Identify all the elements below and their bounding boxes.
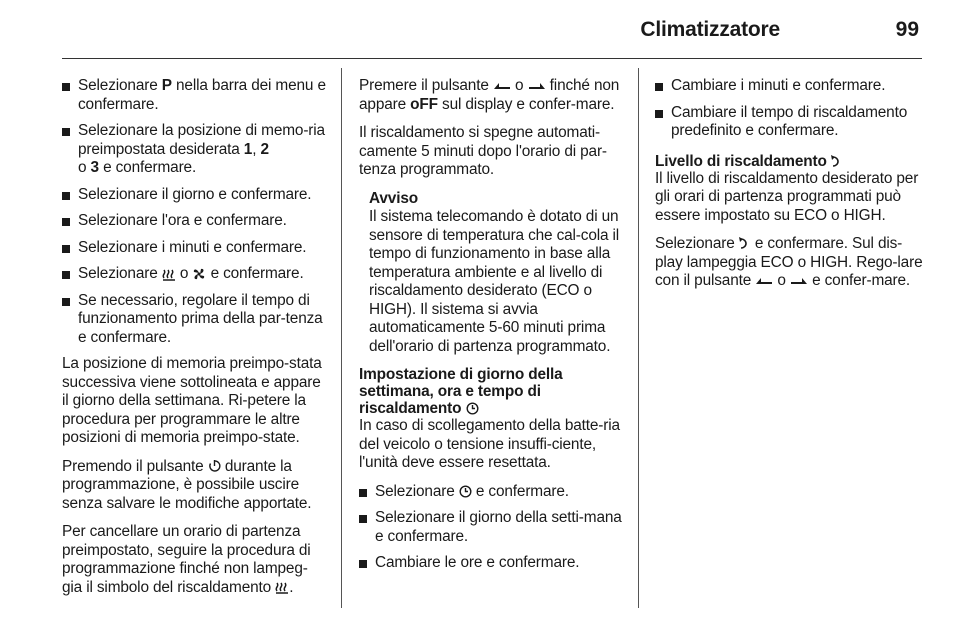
clock-icon [459,485,472,498]
paragraph: Per cancellare un orario di partenza preimpostato, seguire la procedura di programmazione finché non lampeg-gia il simbolo del riscaldamento . [62,523,311,596]
column-divider-2 [638,68,639,608]
heading-text: Impostazione di giorno della settimana, ora e tempo di riscaldamento [359,366,563,417]
paragraph [359,77,627,114]
text: Selezionare la posizione di memo-ria preimpostata desiderata [78,122,325,158]
column-1 [62,77,327,607]
column-3 [655,77,925,301]
text: , [252,140,261,158]
list-item [62,122,327,178]
bullet-icon [359,515,367,523]
paragraph: Il riscaldamento si spegne automati-camente 5 minuti dopo l'orario di par-tenza programmato. [359,124,607,178]
text: Selezionare [655,235,739,252]
text: e confermare. [206,265,304,282]
bullet-icon [62,83,70,91]
text: o [773,272,790,289]
text: Selezionare [375,482,459,500]
bullet-icon [62,128,70,136]
text: o [510,77,528,94]
text: Selezionare i minuti e confermare. [78,238,307,256]
list-item [655,77,925,96]
text: durante la programmazione, è possibile uscire senza salvare le modifiche apportate. [62,457,312,512]
paragraph [62,458,327,514]
list-item [359,483,627,502]
text: e confer-mare. [807,272,911,289]
heading-text: Livello di riscaldamento [655,152,827,170]
text: nella barra dei menu e confermare. [78,77,326,113]
curve-icon [739,237,751,250]
text: Selezionare l'ora e confermare. [78,212,287,229]
bullet-list [359,483,627,573]
bullet-icon [655,83,663,91]
right-arrow-button-icon [528,81,546,91]
bullet-icon [62,298,70,306]
paragraph: La posizione di memoria preimpo-stata successiva viene sottolineata e appare il giorno della settimana. Ri-petere la procedura per programmare le altre posizioni di memoria preimpo-state. [62,355,322,446]
heater-icon [275,580,289,594]
list-item [62,265,327,284]
left-arrow-button-icon [493,81,511,91]
bullet-icon [62,271,70,279]
text: Se necessario, regolare il tempo di funzionamento prima della par-tenza e confermare. [78,291,323,346]
display-text: oFF [410,95,438,113]
paragraph [655,235,925,291]
paragraph: Il livello di riscaldamento desiderato per gli orari di partenza programmati può essere impostato su ECO o HIGH. [655,169,919,224]
bullet-icon [655,110,663,118]
memory-number: 3 [90,159,99,176]
left-arrow-button-icon [755,276,773,286]
section-heading [655,153,925,170]
paragraph: In caso di scollegamento della batte-ria del veicolo o tensione insuffi-ciente, l'unità deve essere resettata. [359,417,620,471]
list-item [359,509,627,546]
text: Cambiare il tempo di riscaldamento predefinito e confermare. [671,103,908,139]
back-icon [208,459,221,473]
text: Selezionare [78,265,162,282]
text: Cambiare le ore e confermare. [375,554,580,571]
list-item [359,554,627,573]
bullet-icon [62,192,70,200]
memory-number: 2 [260,140,269,158]
right-arrow-button-icon [790,276,808,286]
text: Premere il pulsante [359,77,493,94]
page-title: Climatizzatore [640,18,780,41]
heater-icon [162,267,176,281]
text: Selezionare il giorno e confermare. [78,185,312,203]
bullet-icon [359,489,367,497]
fan-icon [192,267,206,281]
text: Selezionare il giorno della setti-mana e confermare. [375,509,622,545]
note-title: Avviso [369,189,418,207]
text: e confermare. [471,482,569,500]
column-2 [359,77,627,581]
clock-icon [466,402,479,415]
text: o [78,159,91,176]
bullet-icon [359,560,367,568]
page-number: 99 [895,18,919,41]
text: o [175,265,193,282]
text: e confermare. Sul dis-play lampeggia ECO o HIGH. Rego-lare con il pulsante [655,235,923,289]
bullet-list [62,77,327,347]
note-box [369,190,627,357]
curve-icon [831,155,843,168]
list-item [62,186,327,205]
section-heading [359,366,627,417]
memory-number: 1 [243,140,253,158]
bullet-list [655,77,925,141]
list-item [62,212,327,231]
text: Cambiare i minuti e confermare. [671,77,886,94]
text: e confermare. [98,159,197,176]
text: Per cancellare un orario di partenza preimpostato, seguire la procedura di programmazione finché non lampeg-gia il simbolo del riscaldamento [62,523,311,596]
column-divider-1 [341,68,342,608]
list-item [62,77,327,114]
text: finché non appare [359,77,620,113]
list-item [62,239,327,258]
text: Selezionare [78,77,162,94]
header-rule [62,58,922,59]
list-item [655,104,925,141]
text: sul display e confer-mare. [437,95,615,113]
bullet-icon [62,218,70,226]
list-item [62,292,327,348]
note-text: Il sistema telecomando è dotato di un sensore di temperatura che cal-cola il tempo di funzionamento in base alla temperatura ambiente e al livello di riscaldamento desiderato (ECO o HIGH). Il sistema si avvia automaticamente 5-60 minuti prima dell'orario di partenza programmato. [369,208,620,355]
menu-key: P [161,77,172,94]
bullet-icon [62,245,70,253]
text: Premendo il pulsante [62,457,208,475]
